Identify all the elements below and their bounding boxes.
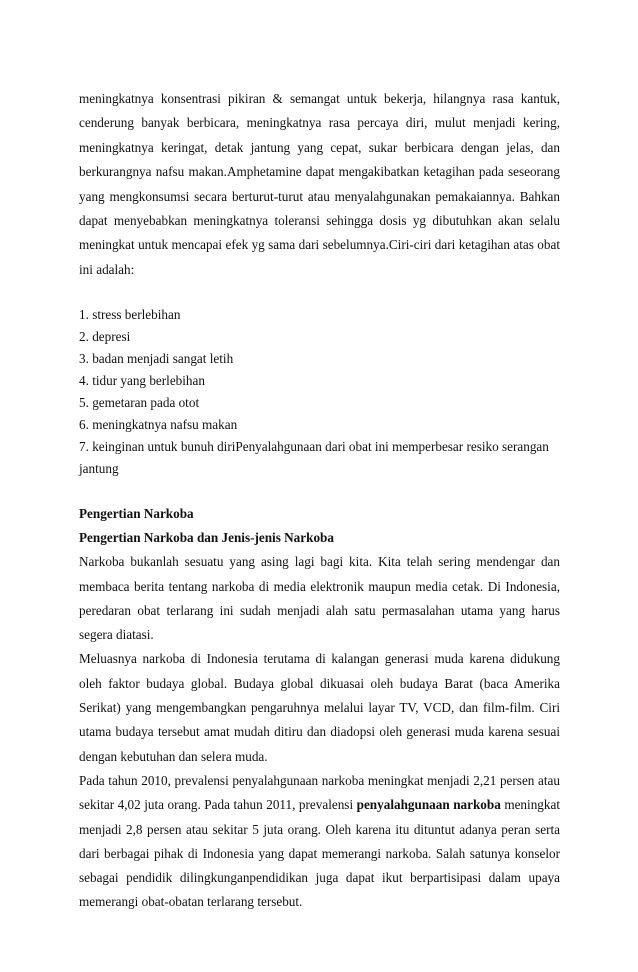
list-item: 3. badan menjadi sangat letih [79, 351, 234, 367]
list-item: 6. meningkatnya nafsu makan [79, 417, 238, 433]
paragraph-3 [79, 769, 560, 915]
document-page [79, 87, 560, 915]
list-item: 7. keinginan untuk bunuh diriPenyalahgunaan dari obat ini memperbesar resiko serangan jantung [79, 439, 549, 477]
bold-keyword: penyalahgunaan narkoba [356, 797, 501, 813]
paragraph-3-start: Pada tahun 2010, prevalensi penyalahgunaan narkoba meningkat menjadi 2,21 persen atau sekitar 4,02 juta orang. Pada tahun 2011, prevalensi [79, 772, 560, 813]
list-item: 5. gemetaran pada otot [79, 395, 200, 411]
paragraph-2: Meluasnya narkoba di Indonesia terutama di kalangan generasi muda karena didukung oleh faktor budaya global. Budaya global dikuasai oleh budaya Barat (baca Amerika Serikat) yang mengembangkan pengaruhnya melalui layar TV, VCD, dan film-film. Ciri utama budaya tersebut amat mudah ditiru dan diadopsi oleh generasi muda karena sesuai dengan kebutuhan dan selera muda. [79, 651, 560, 764]
spacer [79, 480, 560, 502]
section-subheading: Pengertian Narkoba dan Jenis-jenis Narkoba [79, 530, 334, 546]
symptom-list [79, 304, 560, 480]
list-item: 4. tidur yang berlebihan [79, 373, 205, 389]
spacer [79, 282, 560, 304]
intro-paragraph: meningkatnya konsentrasi pikiran & semangat untuk bekerja, hilangnya rasa kantuk, cenderung banyak berbicara, meningkatnya rasa percaya diri, mulut menjadi kering, meningkatnya keringat, detak jantung yang cepat, sukar berbicara dengan jelas, dan berkurangnya nafsu makan.Amphetamine dapat mengakibatkan ketagihan pada seseorang yang mengkonsumsi secara berturut-turut atau menyalahgunakan pemakaiannya. Bahkan dapat menyebabkan meningkatnya toleransi sehingga dosis yg dibutuhkan akan selalu meningkat untuk mencapai efek yg sama dari sebelumnya.Ciri-ciri dari ketagihan atas obat ini adalah: [79, 91, 560, 277]
section-heading: Pengertian Narkoba [79, 506, 194, 522]
list-item: 2. depresi [79, 329, 131, 345]
paragraph-3-end: meningkat menjadi 2,8 persen atau sekitar 5 juta orang. Oleh karena itu dituntut adanya peran serta dari berbagai pihak di Indonesia yang dapat memerangi narkoba. Salah satunya konselor sebagai pendidik dilingkunganpendidikan juga dapat ikut berpartisipasi dalam upaya memerangi obat-obatan terlarang tersebut. [79, 797, 560, 910]
list-item: 1. stress berlebihan [79, 307, 181, 323]
paragraph-1: Narkoba bukanlah sesuatu yang asing lagi bagi kita. Kita telah sering mendengar dan membaca berita tentang narkoba di media elektronik maupun media cetak. Di Indonesia, peredaran obat terlarang ini sudah menjadi alah satu permasalahan utama yang harus segera diatasi. [79, 554, 560, 643]
